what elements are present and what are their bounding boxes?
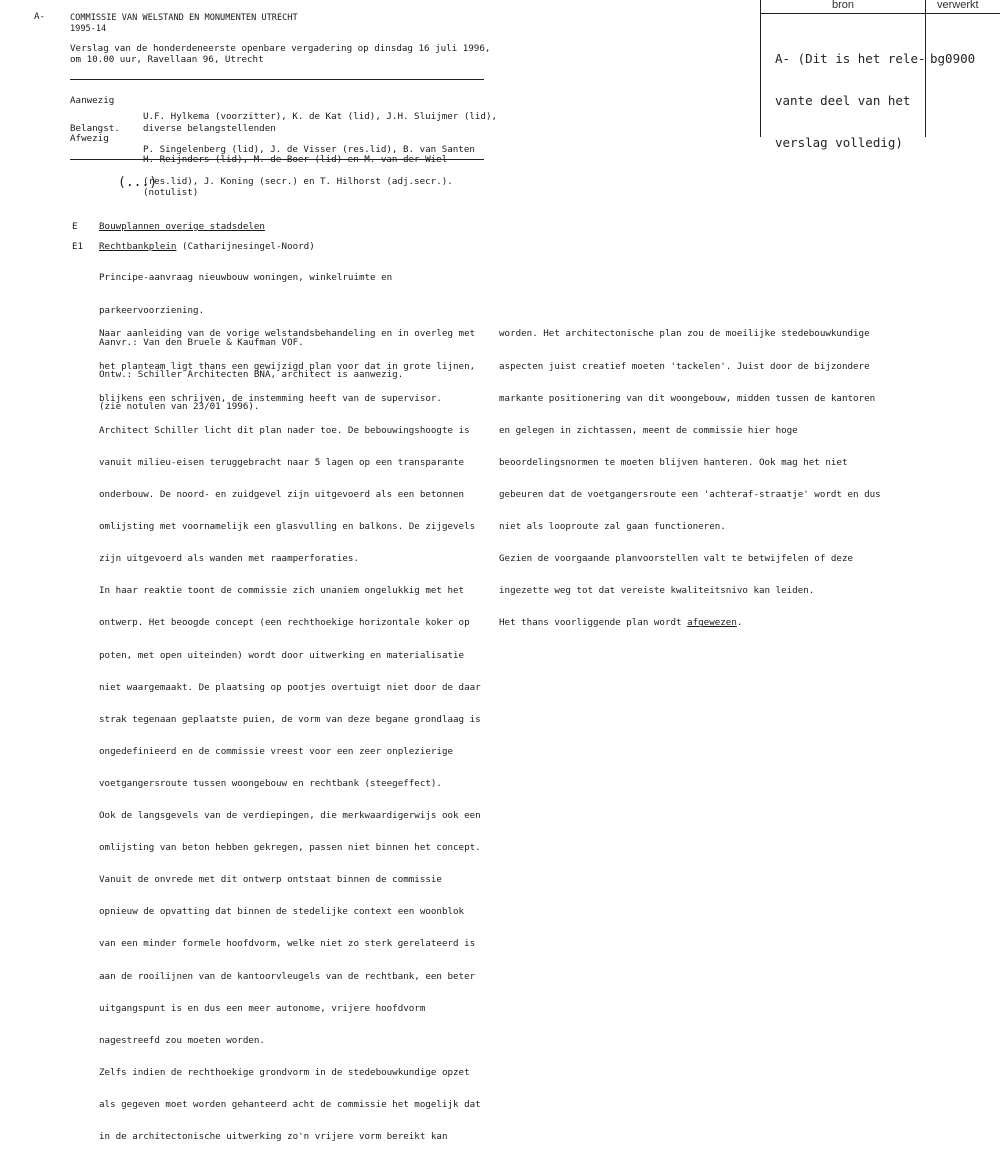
body-line: omlijsting met voornamelijk een glasvulling en balkons. De zijgevels xyxy=(99,521,476,533)
body-right-column xyxy=(499,308,881,640)
organization-name: COMMISSIE VAN WELSTAND EN MONUMENTEN UTRECHT xyxy=(70,13,298,23)
body-line: In haar reaktie toont de commissie zich unaniem ongelukkig met het xyxy=(99,585,465,597)
item-detail-line: Ontw.: Schiller Architecten BNA, architect is aanwezig. xyxy=(99,368,404,380)
body-line: Naar aanleiding van de vorige welstandsbehandeling en in overleg met xyxy=(99,328,476,340)
conclusion-suffix: . xyxy=(736,617,743,629)
margin-marker: A- xyxy=(34,11,46,22)
body-line: omlijsting van beton hebben gekregen, passen niet binnen het concept. xyxy=(99,842,481,854)
item-detail-line: Aanvr.: Van den Bruele & Kaufman VOF. xyxy=(99,336,304,348)
side-table-col-source: bron xyxy=(832,0,855,11)
body-line: ontwerp. Het beoogde concept (een rechthoekige horizontale koker op xyxy=(99,617,470,629)
item-title: Rechtbankplein xyxy=(99,241,177,252)
body-line: niet als looproute zal gaan functioneren. xyxy=(499,521,726,533)
body-line: beoordelingsnormen te moeten blijven hanteren. Ook mag het niet xyxy=(499,456,848,468)
body-line: Ook de langsgevels van de verdiepingen, die merkwaardigerwijs ook een xyxy=(99,810,481,822)
body-line: gebeuren dat de voetgangersroute een 'achteraf-straatje' wordt en dus xyxy=(499,488,881,500)
section-title: Bouwplannen overige stadsdelen xyxy=(99,221,265,232)
body-line: voetgangersroute tussen woongebouw en rechtbank (steegeffect). xyxy=(99,777,442,789)
side-table-note xyxy=(775,24,926,164)
body-line: en gelegen in zichtassen, meent de commissie hier hoge xyxy=(499,424,798,436)
side-note-line: vante deel van het xyxy=(775,93,911,108)
conclusion-verdict: afgewezen xyxy=(687,617,737,629)
interested-text: diverse belangstellenden xyxy=(143,123,276,134)
body-line: aspecten juist creatief moeten 'tackelen'. Juist door de bijzondere xyxy=(499,360,870,372)
body-line: zijn uitgevoerd als wanden met raamperforaties. xyxy=(99,553,359,565)
header-divider xyxy=(70,79,484,80)
body-line: vanuit milieu-eisen teruggebracht naar 5 lagen op een transparante xyxy=(99,456,465,468)
present-label: Aanwezig xyxy=(70,95,115,106)
item-detail-line: (zie notulen van 23/01 1996). xyxy=(99,400,260,412)
body-left-column xyxy=(99,304,481,1154)
item-detail-line: parkeervoorziening. xyxy=(99,304,205,316)
side-table-code: bg0900 xyxy=(930,51,976,66)
present-line: P. Singelenberg (lid), J. de Visser (res.lid), B. van Santen xyxy=(143,143,475,155)
item-title-location: (Catharijnesingel-Noord) xyxy=(176,241,315,252)
report-title-line-1: Verslag van de honderdeneerste openbare vergadering op dinsdag 16 juli 1996, xyxy=(70,43,491,54)
present-line: (res.lid), J. Koning (secr.) en T. Hilhorst (adj.secr.). xyxy=(143,175,453,187)
document-number: 1995-14 xyxy=(70,24,107,34)
item-detail-line: Principe-aanvraag nieuwbouw woningen, winkelruimte en xyxy=(99,272,393,284)
side-note-line: A- (Dit is het rele- xyxy=(775,51,926,66)
interested-label: Belangst. xyxy=(70,123,120,134)
body-line: als gegeven moet worden gehanteerd acht de commissie het mogelijk dat xyxy=(99,1099,481,1111)
body-line: strak tegenaan geplaatste puien, de vorm van deze begane grondlaag is xyxy=(99,713,481,725)
item-code: E1 xyxy=(72,241,84,252)
body-line: Vanuit de onvrede met dit ontwerp ontstaat binnen de commissie xyxy=(99,874,442,886)
section-code: E xyxy=(72,221,78,232)
omission-ellipsis: (...) xyxy=(118,175,158,190)
body-line: Gezien de voorgaande planvoorstellen valt te betwijfelen of deze xyxy=(499,553,854,565)
attendance-divider xyxy=(70,159,484,160)
body-line: nagestreefd zou moeten worden. xyxy=(99,1034,265,1046)
body-line: onderbouw. De noord- en zuidgevel zijn uitgevoerd als een betonnen xyxy=(99,488,465,500)
body-line: uitgangspunt is en dus een meer autonome, vrijere hoofdvorm xyxy=(99,1002,426,1014)
body-line: niet waargemaakt. De plaatsing op pootjes overtuigt niet door de daar xyxy=(99,681,481,693)
body-line: poten, met open uiteinden) wordt door uitwerking en materialisatie xyxy=(99,649,465,661)
body-line: blijkens een schrijven, de instemming heeft van de supervisor. xyxy=(99,392,442,404)
side-table-header-rule xyxy=(760,13,1000,14)
body-line: opnieuw de opvatting dat binnen de stedelijke context een woonblok xyxy=(99,906,465,918)
report-title-line-2: om 10.00 uur, Ravellaan 96, Utrecht xyxy=(70,54,264,65)
body-line: Architect Schiller licht dit plan nader toe. De bebouwingshoogte is xyxy=(99,424,470,436)
present-line: U.F. Hylkema (voorzitter), K. de Kat (lid), J.H. Sluijmer (lid), xyxy=(143,111,498,123)
body-line: in de architectonische uitwerking zo'n vrijere vorm bereikt kan xyxy=(99,1131,448,1143)
body-line: aan de rooilijnen van de kantoorvleugels van de rechtbank, een beter xyxy=(99,970,476,982)
absent-line: (notulist) xyxy=(143,186,199,198)
absent-list xyxy=(143,134,447,209)
conclusion-line xyxy=(499,618,881,629)
body-line: markante positionering van dit woongebouw, midden tussen de kantoren xyxy=(499,392,876,404)
body-line: ingezette weg tot dat vereiste kwaliteitsnivo kan leiden. xyxy=(499,585,815,597)
conclusion-prefix: Het thans voorliggende plan wordt xyxy=(499,617,688,629)
body-line: het planteam ligt thans een gewijzigd plan voor dat in grote lijnen, xyxy=(99,360,476,372)
absent-line xyxy=(143,155,447,166)
body-line: Zelfs indien de rechthoekige grondvorm in de stedebouwkundige opzet xyxy=(99,1066,470,1078)
body-line: ongedefinieerd en de commissie vreest voor een zeer onplezierige xyxy=(99,745,454,757)
side-table-left-border xyxy=(760,0,761,137)
side-note-line: verslag volledig) xyxy=(775,135,903,150)
side-table-col-processed: verwerkt xyxy=(937,0,979,11)
body-line: van een minder formele hoofdvorm, welke niet zo sterk gerelateerd is xyxy=(99,938,476,950)
absent-label: Afwezig xyxy=(70,133,109,144)
body-line: worden. Het architectonische plan zou de moeilijke stedebouwkundige xyxy=(499,328,870,340)
